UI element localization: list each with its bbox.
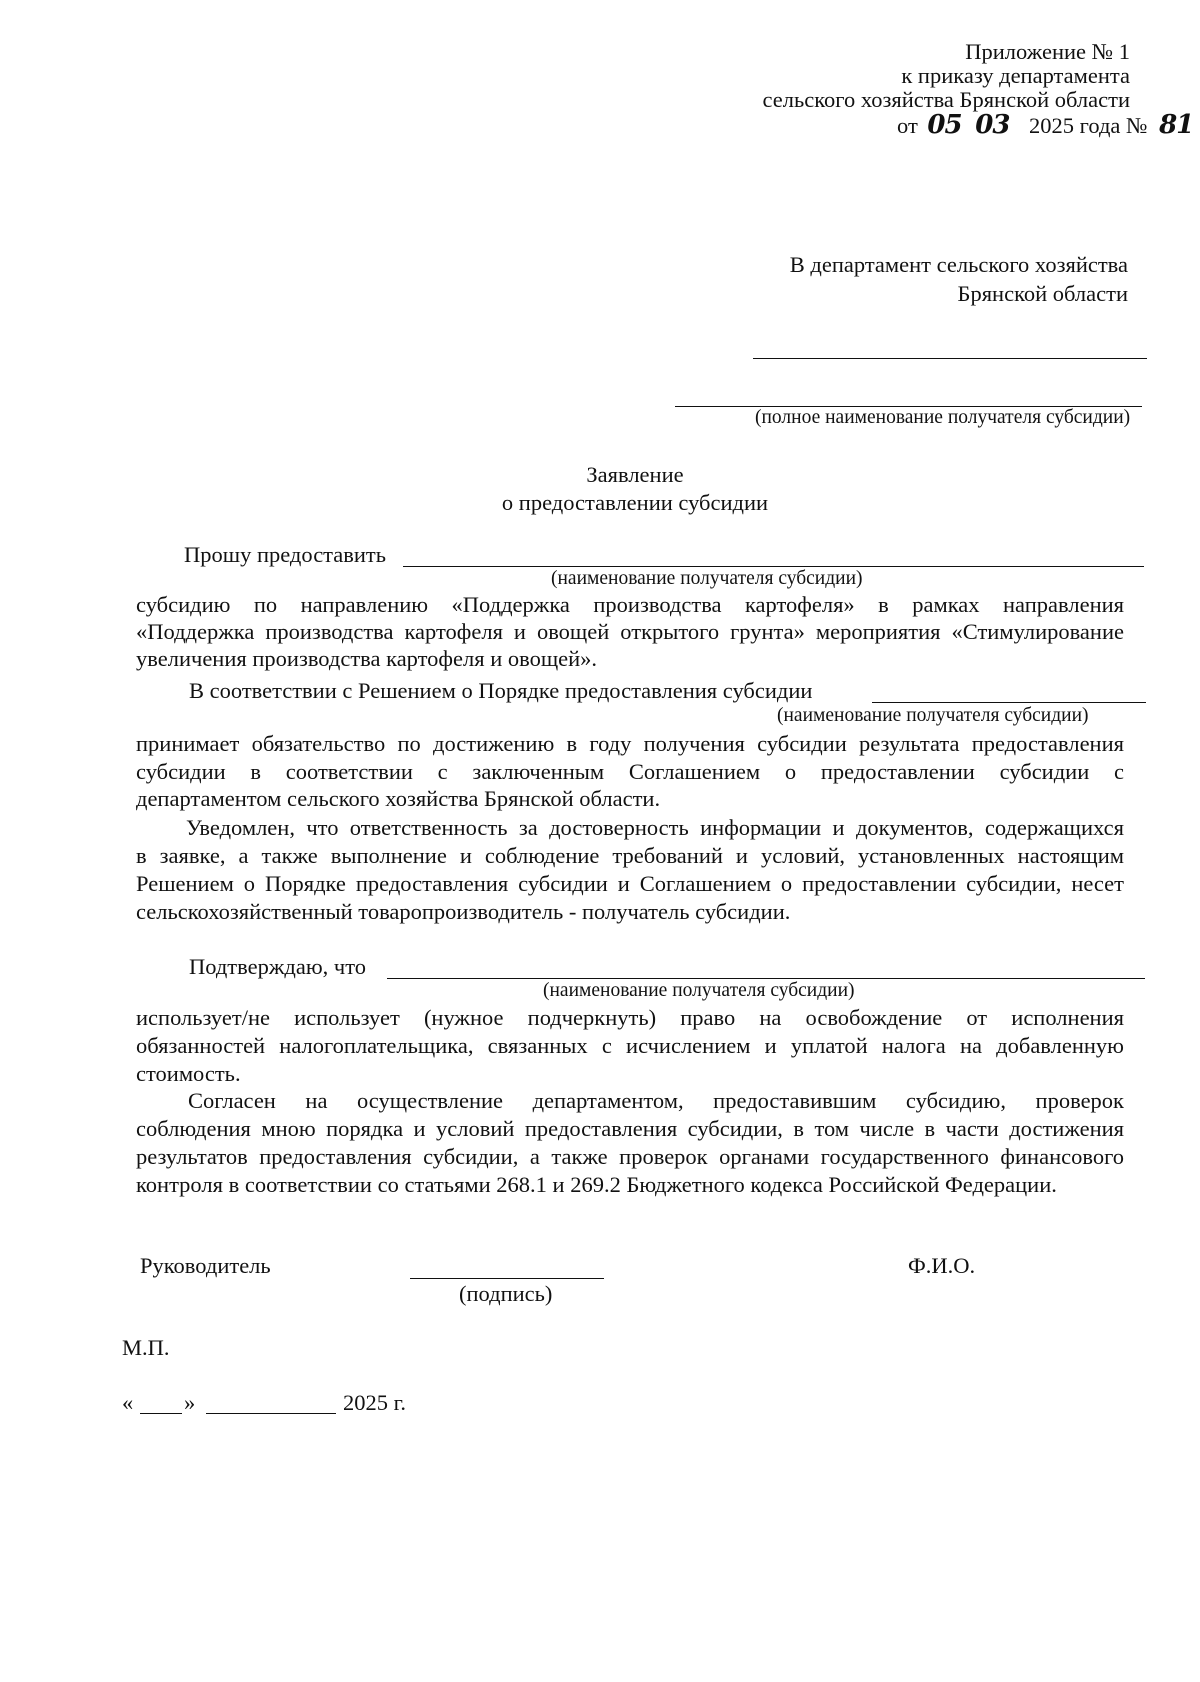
date-day-blank: [140, 1413, 182, 1414]
recipient-full-name-blank: [753, 358, 1147, 359]
date-year: 2025 г.: [343, 1390, 406, 1415]
request-lead: Прошу предоставить: [184, 542, 387, 567]
signatory-role: Руководитель: [140, 1253, 271, 1278]
date-close-quote: »: [184, 1390, 196, 1415]
appendix-order-ref: к приказу департамента: [901, 63, 1130, 88]
document-title: Заявление: [586, 462, 684, 487]
paragraph-line: Согласен на осуществление департаментом, предоставившим субсидию, проверок: [188, 1088, 1124, 1113]
paragraph-line: соблюдения мною порядка и условий предоставления субсидии, в том числе в части достижения: [136, 1116, 1124, 1141]
paragraph-line: «Поддержка производства картофеля и овощей открытого грунта» мероприятия «Стимулирование: [136, 619, 1124, 644]
paragraph-line: сельскохозяйственный товаропроизводитель - получатель субсидии.: [136, 899, 791, 924]
handwritten-month: 03: [975, 110, 1010, 140]
stamp-placeholder: М.П.: [122, 1335, 170, 1360]
request-caption: (наименование получателя субсидии): [551, 568, 863, 589]
signature-caption: (подпись): [459, 1281, 553, 1306]
confirmation-lead: Подтверждаю, что: [189, 954, 367, 979]
date-month-blank: [206, 1413, 336, 1414]
date-open-quote: «: [122, 1390, 134, 1415]
confirmation-caption: (наименование получателя субсидии): [543, 980, 855, 1001]
paragraph-line: обязанностей налогоплательщика, связанных с исчислением и уплатой налога на добавленную: [136, 1033, 1124, 1058]
obligation-recipient-blank: [872, 702, 1146, 703]
paragraph-line: Решением о Порядке предоставления субсидии и Соглашением о предоставлении субсидии, несет: [136, 871, 1124, 896]
paragraph-line: контроля в соответствии со статьями 268.1 и 269.2 Бюджетного кодекса Российской Федерации.: [136, 1172, 1057, 1197]
date-year-label: 2025 года №: [1029, 113, 1148, 138]
confirmation-recipient-blank: [387, 978, 1145, 979]
obligation-caption: (наименование получателя субсидии): [777, 705, 1089, 726]
appendix-number: Приложение № 1: [965, 39, 1130, 64]
handwritten-order-number: 81: [1159, 110, 1194, 140]
paragraph-line: стоимость.: [136, 1061, 241, 1086]
document-subtitle: о предоставлении субсидии: [501, 490, 769, 515]
signature-blank: [410, 1278, 604, 1279]
date-prefix: от: [897, 113, 918, 138]
handwritten-day: 05: [927, 110, 962, 140]
addressee-line-2: Брянской области: [957, 281, 1128, 306]
paragraph-line: Уведомлен, что ответственность за достоверность информации и документов, содержащихся: [186, 815, 1124, 840]
request-recipient-blank: [403, 566, 1144, 567]
paragraph-line: использует/не использует (нужное подчеркнуть) право на освобождение от исполнения: [136, 1005, 1124, 1030]
obligation-lead: В соответствии с Решением о Порядке предоставления субсидии: [189, 678, 813, 703]
paragraph-line: результатов предоставления субсидии, а также проверок органами государственного финансового: [136, 1144, 1124, 1169]
addressee-caption: (полное наименование получателя субсидии): [755, 407, 1131, 428]
paragraph-line: увеличения производства картофеля и овощей».: [136, 646, 598, 671]
paragraph-line: принимает обязательство по достижению в году получения субсидии результата предоставления: [136, 731, 1124, 756]
paragraph-line: субсидию по направлению «Поддержка производства картофеля» в рамках направления: [136, 592, 1124, 617]
addressee-line-1: В департамент сельского хозяйства: [789, 252, 1128, 277]
signatory-fio-label: Ф.И.О.: [908, 1253, 976, 1278]
appendix-date-line: [897, 112, 1193, 139]
paragraph-line: субсидии в соответствии с заключенным Соглашением о предоставлении субсидии с: [136, 759, 1124, 784]
paragraph-line: департаментом сельского хозяйства Брянской области.: [136, 786, 661, 811]
appendix-department: сельского хозяйства Брянской области: [762, 87, 1130, 112]
paragraph-line: в заявке, а также выполнение и соблюдение требований и условий, установленных настоящим: [136, 843, 1124, 868]
